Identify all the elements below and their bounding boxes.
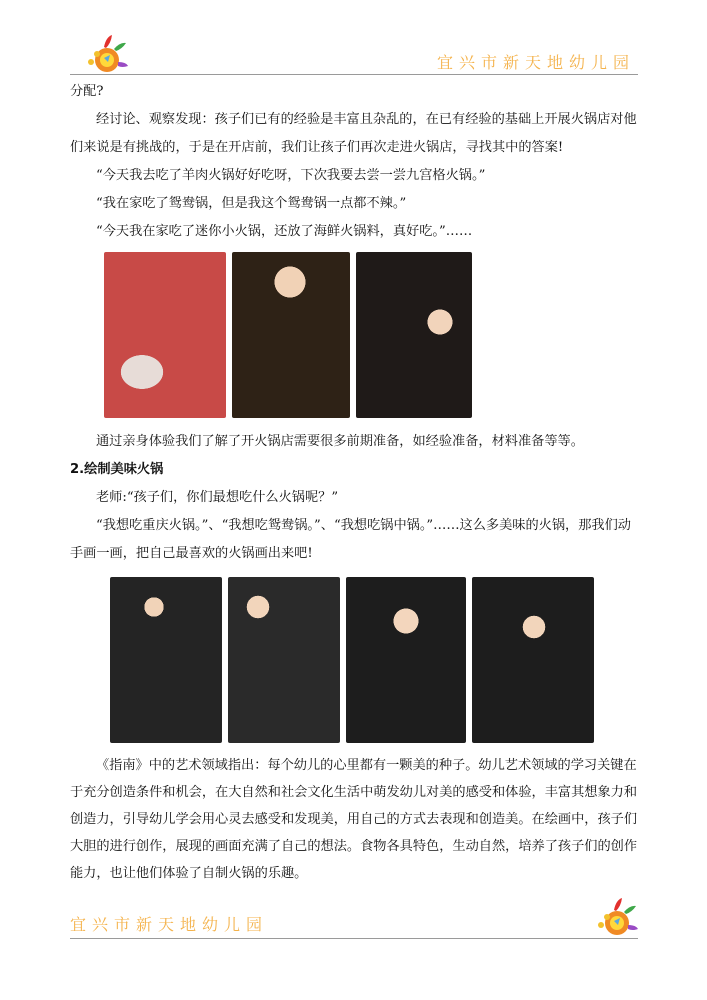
section-heading: 2.绘制美味火锅 [70, 462, 164, 477]
photo-child-drawing [110, 577, 222, 743]
kindergarten-logo-icon [590, 895, 640, 941]
photo-boy-holding-drawing [472, 577, 594, 743]
header-divider [70, 74, 638, 75]
school-name-footer: 宜兴市新天地幼儿园 [70, 915, 269, 934]
quote-3: “今天我在家吃了迷你小火锅，还放了海鲜火锅料，真好吃。”…… [96, 224, 473, 239]
photo-boy-with-hotpot [232, 252, 350, 418]
children-answers: “我想吃重庆火锅。”、“我想吃鸳鸯锅。”、“我想吃锅中锅。”……这么多美味的火锅，那我们动手画一画，把自己最喜欢的火锅画出来吧! [70, 518, 631, 561]
school-name-header: 宜兴市新天地幼儿园 [436, 53, 635, 72]
photo-children-drawing-table [228, 577, 340, 743]
document-body [70, 78, 640, 246]
photo-row-drawing [110, 577, 594, 743]
quote-1: “今天我去吃了羊肉火锅好好吃呀，下次我要去尝一尝九宫格火锅。” [96, 168, 486, 183]
page-header [0, 0, 707, 80]
photo-girl-holding-drawing [346, 577, 466, 743]
text-line-continuation: 分配? [70, 84, 104, 99]
quote-2: “我在家吃了鸳鸯锅，但是我这个鸳鸯锅一点都不辣。” [96, 196, 407, 211]
footer-divider [70, 938, 638, 939]
paragraph-art: 《指南》中的艺术领域指出：每个幼儿的心里都有一颗美的种子。幼儿艺术领域的学习关键在于充分创造条件和机会，在大自然和社会文化生活中萌发幼儿对美的感受和体验，丰富其想象力和创造力，引导幼儿学会用心灵去感受和发现美，用自己的方式去表现和创造美。在绘画中，孩子们大胆的进行创作，展现的画面充满了自己的想法。食物各具特色，生动自然，培养了孩子们的创作能力，也让他们体验了自制火锅的乐趣。 [70, 758, 638, 881]
document-body-continued [70, 428, 640, 568]
photo-hotpot-table [104, 252, 226, 418]
photo-girl-at-conveyor [356, 252, 472, 418]
paragraph-discussion: 经讨论、观察发现：孩子们已有的经验是丰富且杂乱的，在已有经验的基础上开展火锅店对他们来说是有挑战的，于是在开店前，我们让孩子们再次走进火锅店，寻找其中的答案! [70, 112, 637, 155]
kindergarten-logo-icon [80, 32, 130, 78]
paragraph-art-container [70, 752, 640, 887]
teacher-question: 老师:“孩子们，你们最想吃什么火锅呢？” [96, 490, 339, 505]
photo-row-hotpot-visit [104, 252, 472, 418]
paragraph-experience: 通过亲身体验我们了解了开火锅店需要很多前期准备，如经验准备，材料准备等等。 [96, 434, 584, 449]
